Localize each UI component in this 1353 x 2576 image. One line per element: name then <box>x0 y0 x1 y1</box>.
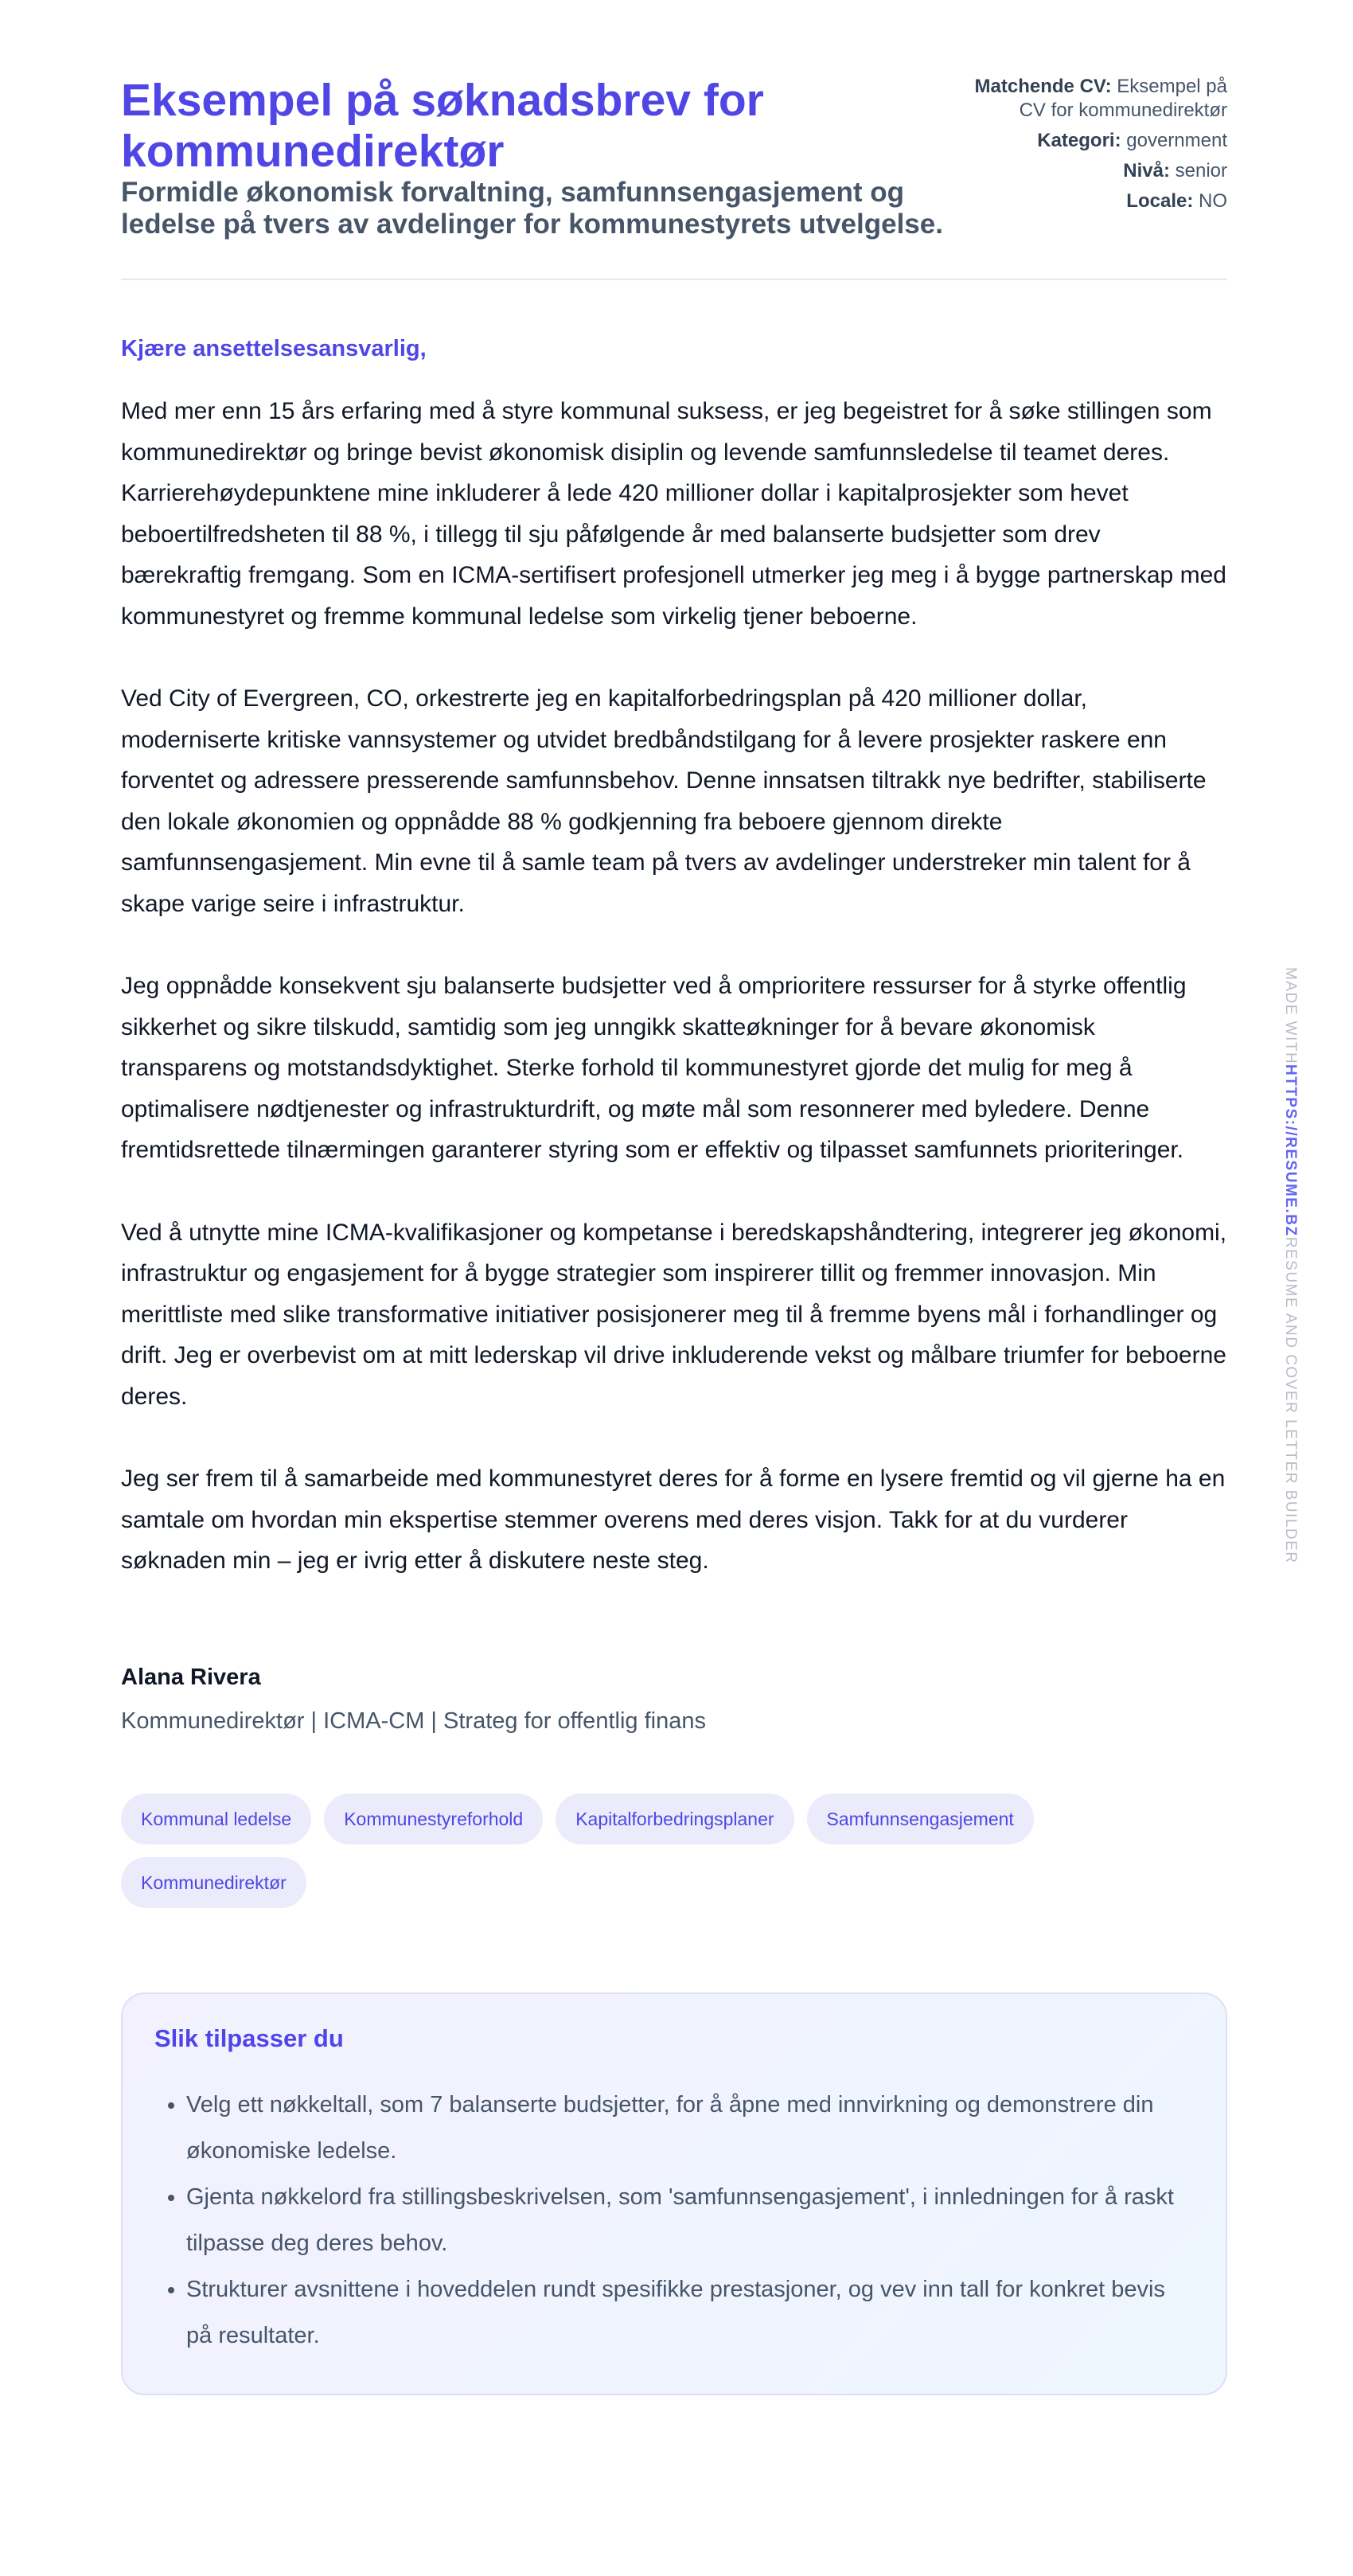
meta-label: Nivå: <box>1123 160 1170 181</box>
page-title: Eksempel på søknadsbrev for kommunedirektør <box>121 75 764 177</box>
letter-paragraph: Jeg ser frem til å samarbeide med kommunestyret deres for å forme en lysere fremtid og vil gjerne ha en samtale om hvordan min ekspertise stemmer overens med deres visjon. Takk for at du vurderer søknaden min – jeg er ivrig etter å diskutere neste steg. <box>121 1466 1226 1574</box>
letter-paragraph: Ved City of Evergreen, CO, orkestrerte jeg en kapitalforbedringsplan på 420 millioner dollar, moderniserte kritiske vannsystemer og utvidet bredbåndstilgang for å levere prosjekter raskere enn forventet og adressere presserende samfunnsbehov. Denne innsatsen tiltrakk nye bedrifter, stabiliserte den lokale økonomien og oppnådde 88 % godkjenning fra beboere gjennom direkte samfunnsengasjement. Min evne til å samle team på tvers av avdelinger understreker min talent for å skape varige seire i infrastruktur. <box>121 685 1207 917</box>
meta-value: government <box>1126 130 1227 151</box>
meta-category <box>949 129 1227 153</box>
meta-value: senior <box>1175 160 1227 181</box>
tag: Kommunestyreforhold <box>324 1793 543 1844</box>
meta-label: Kategori: <box>1037 130 1121 151</box>
meta-info <box>949 75 1227 240</box>
meta-label: Matchende CV: <box>974 76 1112 97</box>
tips-list <box>154 2082 1194 2359</box>
tag: Kapitalforbedringsplaner <box>556 1793 793 1844</box>
page-header <box>121 0 1227 280</box>
tag: Samfunnsengasjement <box>807 1793 1034 1844</box>
watermark-link[interactable]: HTTPS://RESUME.BZ <box>1282 1064 1299 1237</box>
letter-paragraph: Ved å utnytte mine ICMA-kvalifikasjoner og kompetanse i beredskapshåndtering, integrerer jeg økonomi, infrastruktur og engasjement for å bygge strategier som inspirerer tillit og fremmer innovasjon. Min merittliste med slike transformative initiativer posisjonerer meg til å fremme byens mål i forhandlinger og drift. Jeg er overbevist om at mitt lederskap vil drive inkluderende vekst og målbare triumfer for beboerne deres. <box>121 1219 1227 1410</box>
tips-box <box>121 1992 1227 2395</box>
matching-cv-link[interactable]: Eksempel på CV for kommunedirektør <box>1019 76 1227 121</box>
letter-greeting: Kjære ansettelsesansvarlig, <box>121 336 427 361</box>
cover-letter-page <box>121 0 1227 2395</box>
tips-title: Slik tilpasser du <box>154 2024 344 2052</box>
meta-level <box>949 159 1227 183</box>
page-subtitle: Formidle økonomisk forvaltning, samfunnsengasjement og ledelse på tvers av avdelinger for kommunestyrets utvelgelse. <box>121 177 943 240</box>
letter-paragraph: Jeg oppnådde konsekvent sju balanserte budsjetter ved å omprioritere ressurser for å styrke offentlig sikkerhet og sikre tilskudd, samtidig som jeg unngikk skatteøkninger for å bevare økonomisk transparens og motstandsdyktighet. Sterke forhold til kommunestyret gjorde det mulig for meg å optimalisere nødtjenester og infrastrukturdrift, og møte mål som resonnerer med byledere. Denne fremtidsrettede tilnærmingen garanterer styring som er effektiv og tilpasset samfunnets prioriteringer. <box>121 973 1187 1163</box>
tip-item: • Velg ett nøkkeltall, som 7 balanserte budsjetter, for å åpne med innvirkning og demonstrere din økonomiske ledelse. <box>186 2082 1194 2174</box>
tag: Kommunal ledelse <box>121 1793 311 1844</box>
meta-label: Locale: <box>1126 190 1194 212</box>
signature-name: Alana Rivera <box>121 1664 261 1690</box>
watermark <box>1281 967 1299 1564</box>
meta-matching-cv <box>949 75 1227 123</box>
tip-item: • Strukturer avsnittene i hoveddelen rundt spesifikke prestasjoner, og vev inn tall for konkret bevis på resultater. <box>186 2266 1194 2359</box>
meta-locale <box>949 189 1227 213</box>
tag-list <box>121 1793 1156 1908</box>
tag: Kommunedirektør <box>121 1857 306 1908</box>
title-block <box>121 75 949 240</box>
tip-item: • Gjenta nøkkelord fra stillingsbeskrivelsen, som 'samfunnsengasjement', i innledningen for å raskt tilpasse deg deres behov. <box>186 2174 1194 2266</box>
letter-paragraph: Med mer enn 15 års erfaring med å styre kommunal suksess, er jeg begeistret for å søke stillingen som kommunedirektør og bringe bevist økonomisk disiplin og levende samfunnsledelse til teamet deres. Karrierehøydepunktene mine inkluderer å lede 420 millioner dollar i kapitalprosjekter som hevet beboertilfredsheten til 88 %, i tillegg til sju påfølgende år med balanserte budsjetter som drev bærekraftig fremgang. Som en ICMA-sertifisert profesjonell utmerker jeg meg i å bygge partnerskap med kommunestyret og fremme kommunal ledelse som virkelig tjener beboerne. <box>121 398 1226 630</box>
signature-title: Kommunedirektør | ICMA-CM | Strateg for offentlig finans <box>121 1708 706 1734</box>
watermark-prefix: MADE WITH <box>1282 967 1299 1065</box>
watermark-suffix: RESUME AND COVER LETTER BUILDER <box>1282 1236 1299 1564</box>
meta-value: NO <box>1199 190 1227 212</box>
